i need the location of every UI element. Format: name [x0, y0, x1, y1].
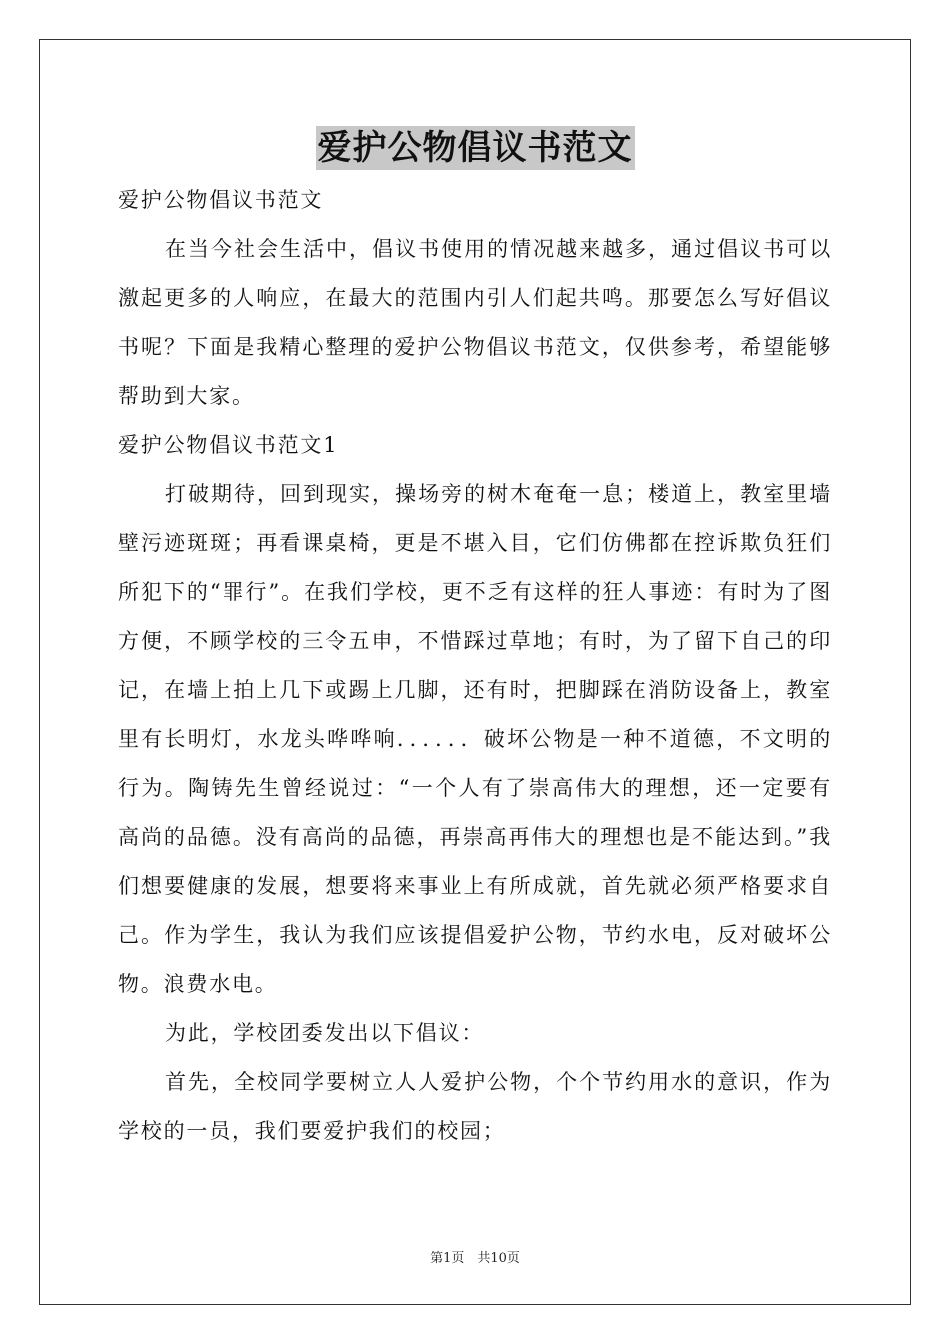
page-footer: [0, 1247, 950, 1266]
document-body: [118, 176, 832, 1156]
subtitle-paragraph: 爱护公物倡议书范文: [118, 188, 324, 212]
title-container: [0, 126, 950, 170]
section-heading: 爱护公物倡议书范文1: [118, 433, 339, 457]
document-title: 爱护公物倡议书范文: [317, 128, 633, 168]
intro-paragraph: 在当今社会生活中，倡议书使用的情况越来越多，通过倡议书可以激起更多的人响应，在最大的范围内引人们起共鸣。那要怎么写好倡议书呢？下面是我精心整理的爱护公物倡议书范文，仅供参考，希望能够帮助到大家。: [118, 237, 832, 408]
body-paragraph: 打破期待，回到现实，操场旁的树木奄奄一息；楼道上，教室里墙壁污迹斑斑；再看课桌椅，更是不堪入目，它们仿佛都在控诉欺负狂们所犯下的“罪行”。在我们学校，更不乏有这样的狂人事迹：有时为了图方便，不顾学校的三令五申，不惜踩过草地；有时，为了留下自己的印记，在墙上拍上几下或踢上几脚，还有时，把脚踩在消防设备上，教室里有长明灯，水龙头哗哗响．．．．．．破坏公物是一种不道德，不文明的行为。陶铸先生曾经说过：“一个人有了崇高伟大的理想，还一定要有高尚的品德。没有高尚的品德，再崇高再伟大的理想也是不能达到。”我们想要健康的发展，想要将来事业上有所成就，首先就必须严格要求自己。作为学生，我认为我们应该提倡爱护公物，节约水电，反对破坏公物。浪费水电。: [118, 482, 832, 996]
body-paragraph: 为此，学校团委发出以下倡议：: [165, 1021, 485, 1045]
page-number: 第1页 共10页: [430, 1251, 520, 1266]
body-paragraph: 首先，全校同学要树立人人爱护公物，个个节约用水的意识，作为学校的一员，我们要爱护我们的校园；: [118, 1070, 832, 1143]
